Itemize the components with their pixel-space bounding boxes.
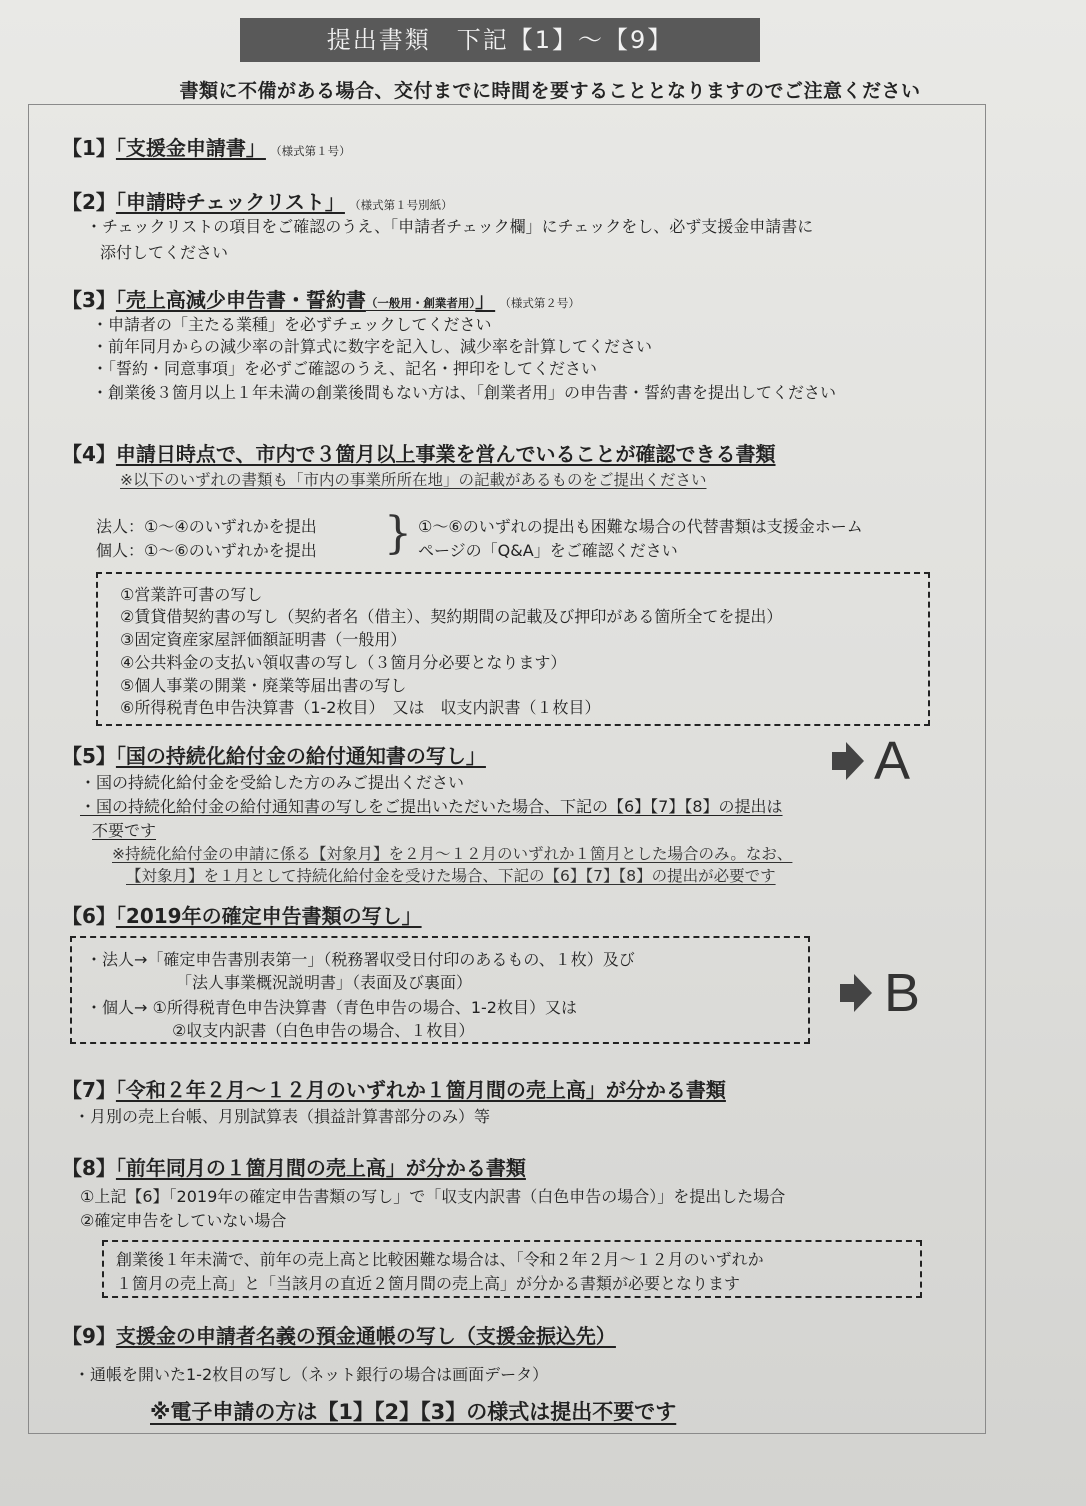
item-4-alt-line1: ①～⑥のいずれの提出も困難な場合の代替書類は支援金ホーム [418,517,863,536]
item-8-title: 「前年同月の１箇月間の売上高」が分かる書類 [115,1156,526,1180]
item-3-bullet: ・「誓約・同意事項」を必ずご確認のうえ、記名・押印をしてください [92,359,597,378]
item-6-title: 「2019年の確定申告書類の写し」 [115,904,422,928]
item-8-case-1: ①上記【6】「2019年の確定申告書類の写し」で「収支内訳書（白色申告の場合）」を提出した場合 [80,1187,786,1206]
item-3-title: 「売上高減少申告書・誓約書 [115,288,366,312]
item-4-heading [62,438,776,467]
item-8-heading [62,1152,526,1181]
item-4-corp-rule: 法人：①～④のいずれかを提出 [96,517,317,536]
notice-text: 書類に不備がある場合、交付までに時間を要することとなりますのでご注意ください [179,80,921,102]
list-item: 「法人事業概況説明書」（表面及び裏面） [176,973,473,992]
item-9-bullet: ・通帳を開いた1-2枚目の写し（ネット銀行の場合は画面データ） [74,1365,549,1384]
item-8-note-line: 創業後１年未満で、前年の売上高と比較困難な場合は、「令和２年２月～１２月のいずれか [116,1250,764,1269]
brace-icon: } [384,508,412,559]
item-5-note: ※持続化給付金の申請に係る【対象月】を２月～１２月のいずれか１箇月とした場合のみ。なお、 [112,845,793,863]
item-5-note-cont: 【対象月】を１月として持続化給付金を受けた場合、下記の【6】【7】【8】の提出が必要です [126,867,776,885]
item-6-heading [62,900,422,929]
list-item: ④公共料金の支払い領収書の写し（３箇月分必要となります） [120,653,567,672]
item-4-number: 【4】 [62,442,116,466]
item-1-number: 【1】 [62,136,116,160]
item-4-alt-line2: ページの「Q&A」をご確認ください [418,541,678,560]
item-1-note: （様式第１号） [275,144,351,158]
item-3-title-end: 」 [475,288,496,312]
item-1-heading [62,132,351,161]
item-5-number: 【5】 [62,744,116,768]
item-7-number: 【7】 [62,1078,116,1102]
document-title: 提出書類 下記【1】～【9】 [240,18,760,62]
item-5-bullet-cont: 不要です [92,821,157,840]
list-item: ③固定資産家屋評価額証明書（一般用） [120,630,407,649]
item-7-heading [62,1074,726,1103]
item-4-document-list [96,572,930,726]
list-item: ・個人→ ①所得税青色申告決算書（青色申告の場合、1-2枚目）又は [86,998,577,1017]
item-2-note: （様式第１号別紙） [354,198,453,212]
item-9-heading [62,1320,616,1349]
item-5-heading [62,740,486,769]
list-item: ②収支内訳書（白色申告の場合、１枚目） [172,1021,475,1040]
item-3-number: 【3】 [62,288,116,312]
item-3-note: （様式第２号） [505,296,580,310]
list-item: ・法人→「確定申告書別表第一」（税務署収受日付印のあるもの、１枚）及び [86,950,635,969]
arrow-right-icon [840,972,874,1014]
marker-b: B [884,963,921,1023]
item-9-number: 【9】 [62,1324,116,1348]
item-3-bullet: ・申請者の「主たる業種」を必ずチェックしてください [92,315,492,334]
item-3-title-small: （一般用・創業者用） [365,296,476,310]
item-4-subnote: ※以下のいずれの書類も「市内の事業所所在地」の記載があるものをご提出ください [120,471,707,489]
item-2-bullet-cont: 添付してください [100,243,229,262]
footer-note: ※電子申請の方は【1】【2】【3】の様式は提出不要です [150,1400,677,1424]
item-4-indiv-rule: 個人：①～⑥のいずれかを提出 [96,541,317,560]
item-3-bullet: ・創業後３箇月以上１年未満の創業後間もない方は、「創業者用」の申告書・誓約書を提出してください [92,383,837,402]
item-8-case-2: ②確定申告をしていない場合 [80,1211,287,1230]
list-item: ⑤個人事業の開業・廃業等届出書の写し [120,676,407,695]
item-9-title: 支援金の申請者名義の預金通帳の写し（支援金振込先） [115,1324,616,1348]
item-2-heading [62,186,453,215]
item-8-note-box [102,1240,922,1298]
item-6-number: 【6】 [62,904,116,928]
item-5-bullet: ・国の持続化給付金の給付通知書の写しをご提出いただいた場合、下記の【6】【7】【8】の提出は [80,797,783,816]
item-5-title: 「国の持続化給付金の給付通知書の写し」 [115,744,486,768]
item-8-number: 【8】 [62,1156,116,1180]
marker-a: A [874,731,911,791]
item-2-title: 「申請時チェックリスト」 [115,190,345,214]
item-6-document-box [70,936,810,1044]
item-1-title: 「支援金申請書」 [115,136,266,160]
list-item: ⑥所得税青色申告決算書（1-2枚目） 又は 収支内訳書（１枚目） [120,698,601,717]
arrow-right-icon [832,740,866,782]
list-item: ①営業許可書の写し [120,585,263,604]
item-3-heading [62,284,580,313]
item-4-title: 申請日時点で、市内で３箇月以上事業を営んでいることが確認できる書類 [115,442,776,466]
item-2-bullet: ・チェックリストの項目をご確認のうえ、「申請者チェック欄」にチェックをし、必ず支援金申請書に [86,217,814,236]
item-5-bullet: ・国の持続化給付金を受給した方のみご提出ください [80,773,465,792]
item-2-number: 【2】 [62,190,116,214]
item-8-note-line: １箇月の売上高」と「当該月の直近２箇月間の売上高」が分かる書類が必要となります [116,1274,741,1293]
item-3-bullet: ・前年同月からの減少率の計算式に数字を記入し、減少率を計算してください [92,337,653,356]
item-7-bullet: ・月別の売上台帳、月別試算表（損益計算書部分のみ）等 [74,1107,491,1126]
item-7-title: 「令和２年２月～１２月のいずれか１箇月間の売上高」が分かる書類 [115,1078,726,1102]
list-item: ②賃貸借契約書の写し（契約者名（借主）、契約期間の記載及び押印がある箇所全てを提出） [120,607,783,626]
